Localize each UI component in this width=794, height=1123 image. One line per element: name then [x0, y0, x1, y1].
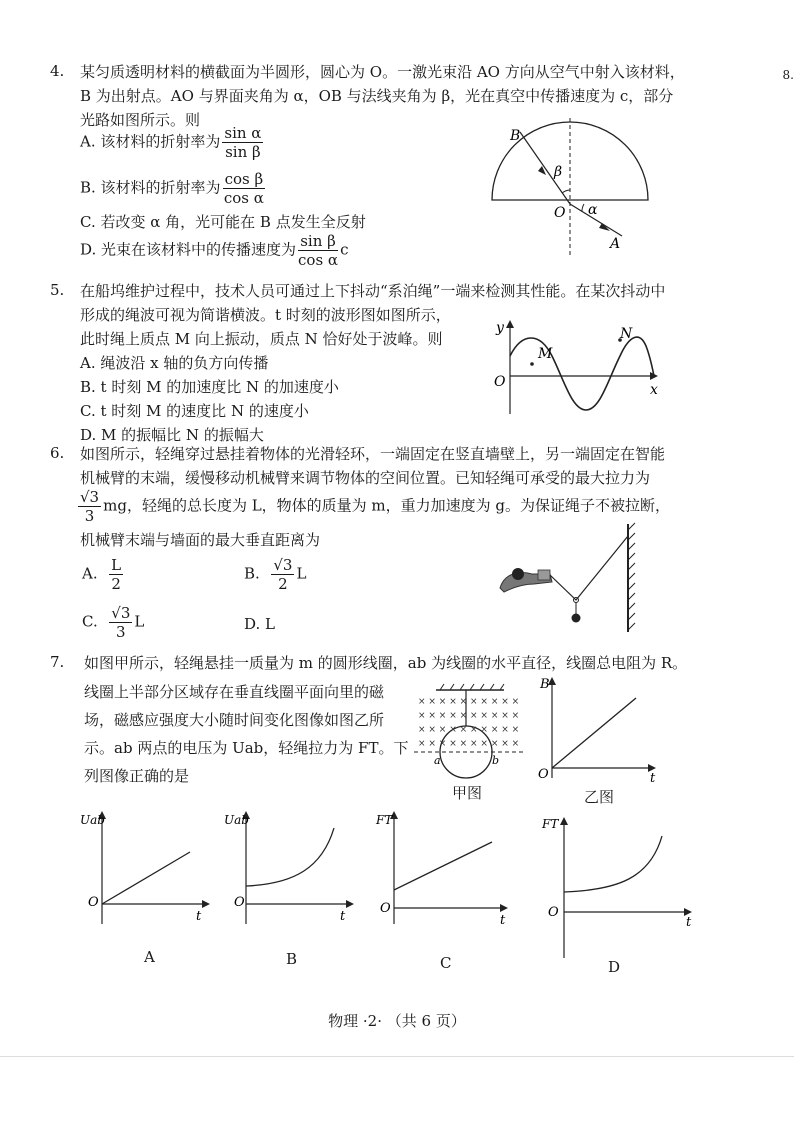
q7-caption-yi: 乙图: [584, 788, 615, 806]
q4-stem-line3: 光路如图所示。则: [80, 111, 201, 129]
q5-number: 5.: [50, 281, 65, 299]
svg-text:× × × × × × × × × ×: × × × × × × × × × ×: [418, 739, 520, 749]
q5-fig-label-y: y: [496, 320, 504, 336]
q7-graph-a-label: A: [144, 948, 155, 966]
q7-graph-a-xlabel: t: [196, 909, 202, 924]
q7-caption-jia: 甲图: [452, 784, 483, 802]
q7-fig-label-b: b: [492, 754, 500, 767]
q6-robot-arm-figure: [498, 522, 638, 634]
q6-option-a: A. $\frac{L}{2}$: [82, 556, 122, 593]
q4-fig-label-o: O: [554, 205, 566, 221]
q4-option-a: A. 该材料的折射率为 $\frac{\text{sin α}}{\text{sin β}}$: [80, 124, 262, 161]
svg-text:× × × × × × × × × ×: × × × × × × × × × ×: [418, 711, 520, 721]
q7-graph-b-origin: O: [234, 895, 245, 910]
q5-fig-label-x: x: [650, 382, 658, 398]
q5-fig-label-o: O: [494, 374, 506, 390]
q4-option-b: B. 该材料的折射率为 $\frac{\text{cos β}}{\text{cos α}}$: [80, 170, 264, 207]
q7-graph-c: [372, 808, 512, 928]
q7-yi-origin: O: [538, 767, 549, 782]
bottom-rule: [0, 1056, 794, 1057]
q6-stem-line3: $\frac{√3}{3}$ mg，轻绳的总长度为 L，物体的质量为 m，重力加速度为 g。为保证绳子不被拉断，: [80, 488, 671, 525]
q5-wave-figure: [486, 318, 666, 418]
q5-fig-label-n: N: [620, 326, 633, 342]
q7-stem-line3: 场，磁感应强度大小随时间变化图像如图乙所: [84, 711, 385, 729]
q7-figure-yi: [536, 672, 666, 784]
q7-stem-line5: 列图像正确的是: [84, 767, 190, 785]
q7-graph-d-origin: O: [548, 905, 559, 920]
q7-graph-d-label: D: [608, 958, 621, 976]
q6-number: 6.: [50, 444, 65, 462]
q7-fig-label-a: a: [434, 754, 441, 767]
q7-stem-line4: 示。ab 两点的电压为 Uab，轻绳拉力为 FT。下: [84, 739, 409, 757]
q7-graph-a-ylabel: Uab: [80, 813, 105, 827]
q5-stem-line2: 形成的绳波可视为简谐横波。t 时刻的波形图如图所示，: [80, 306, 451, 324]
q5-option-a: A. 绳波沿 x 轴的负方向传播: [80, 354, 269, 372]
q5-stem-line3: 此时绳上质点 M 向上振动，质点 N 恰好处于波峰。则: [80, 330, 443, 348]
q7-stem-line1: 如图甲所示，轻绳悬挂一质量为 m 的圆形线圈，ab 为线圈的水平直径，线圈总电阻为 R。: [84, 654, 688, 672]
q5-option-d: D. M 的振幅比 N 的振幅大: [80, 426, 264, 444]
q4-fig-label-alpha: α: [588, 202, 598, 218]
q4-fig-label-b: B: [510, 128, 521, 144]
svg-text:× × × × × × × × × ×: × × × × × × × × × ×: [418, 697, 520, 707]
q7-number: 7.: [50, 653, 65, 671]
q7-graph-a-origin: O: [88, 895, 99, 910]
q6-option-b: B. $\frac{√3}{2}$ L: [244, 556, 307, 593]
q7-graph-c-xlabel: t: [500, 913, 506, 928]
q4-fig-label-a: A: [610, 236, 621, 252]
q7-graph-d: [538, 812, 698, 962]
q7-yi-axis-t: t: [650, 771, 656, 784]
side-mark: 8.: [782, 68, 794, 82]
q7-graph-a: [80, 808, 210, 928]
q7-graph-d-xlabel: t: [686, 915, 692, 930]
q7-graph-b-ylabel: Uab: [224, 813, 249, 827]
svg-text:× × × × × × × × × ×: × × × × × × × × × ×: [418, 725, 520, 735]
q4-fig-label-beta: β: [554, 164, 563, 180]
q4-stem-line2: B 为出射点。AO 与界面夹角为 α，OB 与法线夹角为 β，光在真空中传播速度为 c，部分: [80, 87, 674, 105]
q6-option-c: C. $\frac{√3}{3}$ L: [82, 604, 145, 641]
q4-option-d: D. 光束在该材料中的传播速度为 $\frac{\text{sin β}}{\text{cos α}}$ c: [80, 232, 349, 269]
q5-option-b: B. t 时刻 M 的加速度比 N 的加速度小: [80, 378, 339, 396]
q6-option-d: D. L: [244, 615, 275, 633]
q5-option-c: C. t 时刻 M 的速度比 N 的速度小: [80, 402, 309, 420]
q6-stem-line2: 机械臂的末端，缓慢移动机械臂来调节物体的空间位置。已知轻绳可承受的最大拉力为: [80, 469, 651, 487]
q7-graph-c-ylabel: FT: [376, 813, 393, 827]
q4-semicircle-figure: [484, 118, 664, 258]
q6-stem-line4: 机械臂末端与墙面的最大垂直距离为: [80, 531, 321, 549]
q6-stem-line1: 如图所示，轻绳穿过悬挂着物体的光滑轻环，一端固定在竖直墙壁上，另一端固定在智能: [80, 445, 666, 463]
q7-graph-b: [224, 808, 354, 928]
q7-graph-b-label: B: [286, 950, 298, 968]
q7-yi-axis-b: B: [540, 677, 550, 692]
q7-graph-d-ylabel: FT: [542, 817, 559, 831]
q7-graph-b-xlabel: t: [340, 909, 346, 924]
q4-number: 4.: [50, 62, 65, 80]
page-footer: 物理 ·2· （共 6 页）: [328, 1012, 466, 1030]
q7-stem-line2: 线圈上半部分区域存在垂直线圈平面向里的磁: [84, 683, 385, 701]
q4-option-c: C. 若改变 α 角，光可能在 B 点发生全反射: [80, 213, 366, 231]
q5-fig-label-m: M: [538, 346, 553, 362]
q7-graph-c-label: C: [440, 954, 452, 972]
q7-graph-c-origin: O: [380, 901, 391, 916]
q5-stem-line1: 在船坞维护过程中，技术人员可通过上下抖动“系泊绳”一端来检测其性能。在某次抖动中: [80, 282, 666, 300]
q4-stem-line1: 某匀质透明材料的横截面为半圆形，圆心为 O。一激光束沿 AO 方向从空气中射入该材料，: [80, 63, 685, 81]
